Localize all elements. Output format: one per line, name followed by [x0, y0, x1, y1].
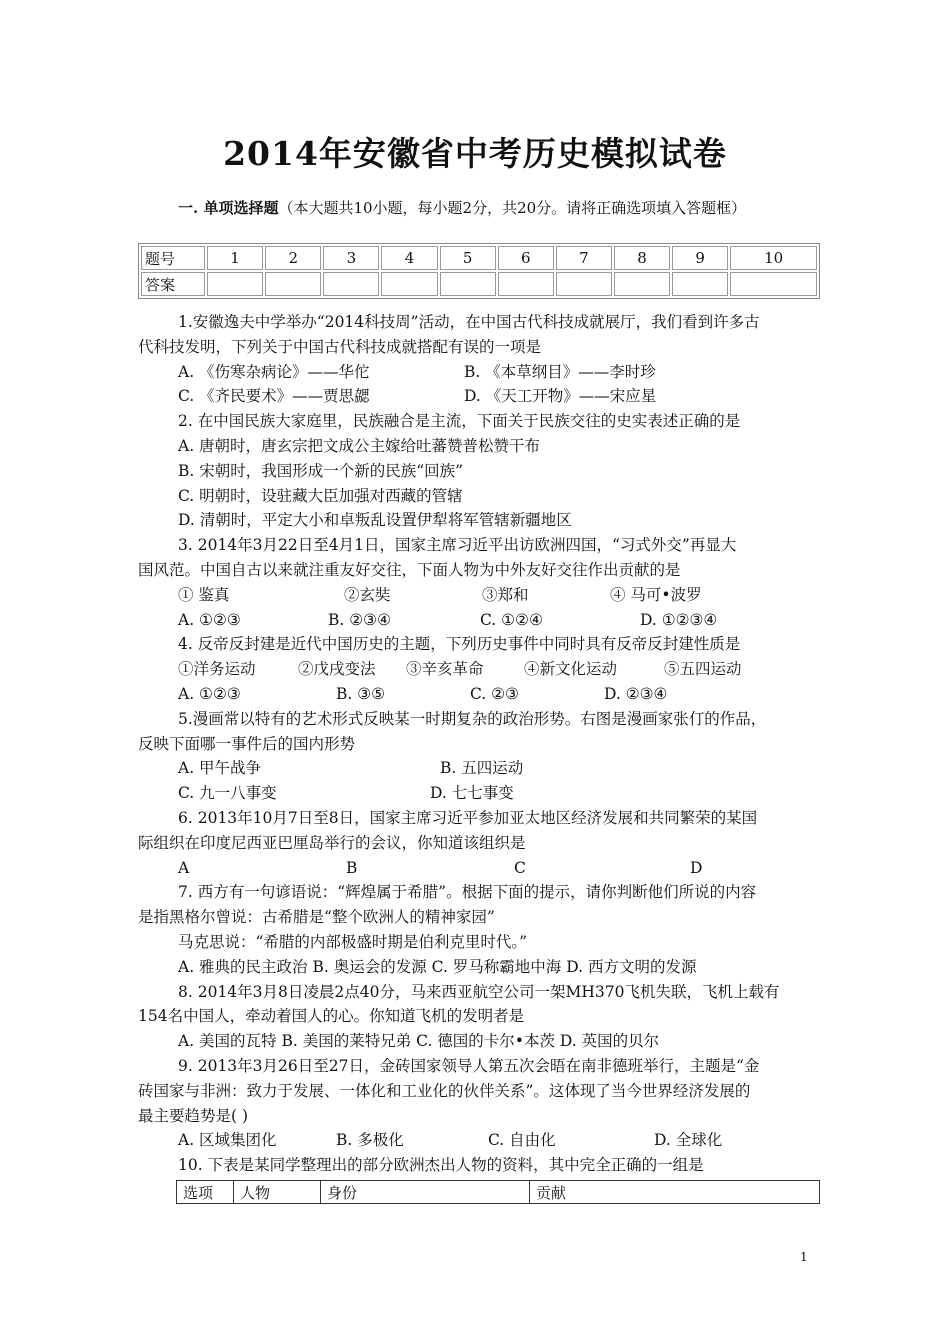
section-heading: [178, 197, 746, 218]
q1-options-cd: [138, 384, 838, 409]
q7-stem-line2: 是指黑格尔曾说：古希腊是“整个欧洲人的精神家园”: [138, 908, 495, 927]
q6-option-d: D: [690, 858, 703, 877]
q6-stem-line1: 6. 2013年10月7日至8日，国家主席习近平参加亚太地区经济发展和共同繁荣的某国: [178, 808, 758, 827]
q8-options: A. 美国的瓦特 B. 美国的莱特兄弟 C. 德国的卡尔•本茨 D. 英国的贝尔: [178, 1032, 660, 1051]
q4-item: ②戊戌变法: [298, 660, 376, 679]
q3-item: ④ 马可•波罗: [610, 585, 702, 604]
q6-option-c: C: [514, 858, 526, 877]
number-cell: 8: [614, 246, 670, 270]
q3-item: ③郑和: [482, 585, 529, 604]
q1-options-ab: [138, 360, 838, 385]
q10-header-person: 人物: [234, 1181, 321, 1204]
q5-option-c: C. 九一八事变: [178, 784, 277, 803]
answer-cell[interactable]: [498, 272, 554, 296]
number-cell: 9: [672, 246, 728, 270]
q3-options: [138, 608, 838, 633]
q1-option-c: C. 《齐民要术》——贾思勰: [178, 387, 370, 406]
q5-option-a: A. 甲午战争: [178, 759, 262, 778]
q6-options: [138, 856, 838, 881]
q6-option-a: A: [178, 858, 190, 877]
q9-option-a: A. 区域集团化: [178, 1131, 277, 1150]
q6-stem-line2: 际组织在印度尼西亚巴厘岛举行的会议，你知道该组织是: [138, 833, 526, 852]
answer-cell[interactable]: [730, 272, 817, 296]
q4-item: ④新文化运动: [524, 660, 618, 679]
number-cell: 7: [556, 246, 612, 270]
page-title: 2014年安徽省中考历史模拟试卷: [223, 134, 727, 173]
q2-option-b: B. 宋朝时，我国形成一个新的民族“回族”: [178, 461, 464, 480]
q1-option-b: B. 《本草纲目》——李时珍: [464, 362, 656, 381]
section-note: （本大题共10小题，每小题2分，共20分。请将正确选项填入答题框）: [278, 199, 747, 217]
q7-stem-line1: 7. 西方有一句谚语说：“辉煌属于希腊”。根据下面的提示，请你判断他们所说的内容: [178, 883, 757, 902]
number-cell: 4: [381, 246, 437, 270]
q4-item: ③辛亥革命: [406, 660, 484, 679]
q4-stem: 4. 反帝反封建是近代中国历史的主题，下列历史事件中同时具有反帝反封建性质是: [178, 635, 741, 654]
q4-items: [138, 657, 838, 682]
page-number: 1: [800, 1250, 808, 1264]
q7-stem-line3: 马克思说：“希腊的内部极盛时期是伯利克里时代。”: [178, 932, 528, 951]
number-cell: 6: [498, 246, 554, 270]
q5-stem-line1: 5.漫画常以特有的艺术形式反映某一时期复杂的政治形势。右图是漫画家张仃的作品，: [178, 709, 767, 728]
answer-table-number-row: [141, 246, 817, 270]
q9-option-d: D. 全球化: [654, 1131, 723, 1150]
q9-option-b: B. 多极化: [336, 1131, 404, 1150]
number-cell: 2: [265, 246, 321, 270]
q5-options-cd: [138, 781, 838, 806]
q6-option-b: B: [346, 858, 358, 877]
q9-stem-line2: 砖国家与非洲：致力于发展、一体化和工业化的伙伴关系”。这体现了当今世界经济发展的: [138, 1081, 751, 1100]
answer-cell[interactable]: [207, 272, 263, 296]
q2-option-a: A. 唐朝时，唐玄宗把文成公主嫁给吐蕃赞普松赞干布: [178, 436, 541, 455]
q5-stem-line2: 反映下面哪一事件后的国内形势: [138, 734, 356, 753]
q4-option-a: A. ①②③: [178, 684, 241, 703]
answer-cell[interactable]: [381, 272, 437, 296]
number-cell: 10: [730, 246, 817, 270]
number-cell: 1: [207, 246, 263, 270]
answer-cell[interactable]: [265, 272, 321, 296]
q3-option-c: C. ①②④: [480, 610, 543, 629]
q8-stem-line2: 154名中国人，牵动着国人的心。你知道飞机的发明者是: [138, 1007, 525, 1026]
q3-option-a: A. ①②③: [178, 610, 241, 629]
answer-table: [138, 243, 820, 299]
answer-cell[interactable]: [672, 272, 728, 296]
section-title: 一. 单项选择题: [178, 199, 279, 217]
q3-option-b: B. ②③④: [328, 610, 391, 629]
answer-cell[interactable]: [556, 272, 612, 296]
q10-header-contribution: 贡献: [530, 1181, 820, 1204]
q9-stem-line3: 最主要趋势是( ): [138, 1106, 249, 1125]
q4-item: ⑤五四运动: [664, 660, 742, 679]
q10-header-identity: 身份: [321, 1181, 530, 1204]
answer-cell[interactable]: [614, 272, 670, 296]
q1-stem-line2: 代科技发明，下列关于中国古代科技成就搭配有误的一项是: [138, 337, 542, 356]
q10-table: [176, 1180, 820, 1204]
answer-cell[interactable]: [440, 272, 496, 296]
q3-items: [138, 583, 838, 608]
q3-item: ① 鉴真: [178, 585, 230, 604]
q3-item: ②玄奘: [344, 585, 391, 604]
q4-options: [138, 682, 838, 707]
questions-body: [138, 310, 838, 1178]
row-label-number: 题号: [141, 246, 205, 270]
q2-option-c: C. 明朝时，设驻藏大臣加强对西藏的管辖: [178, 486, 463, 505]
q3-stem-line1: 3. 2014年3月22日至4月1日，国家主席习近平出访欧洲四国，“习式外交”再显大: [178, 536, 737, 555]
q4-item: ①洋务运动: [178, 660, 256, 679]
q7-options: A. 雅典的民主政治 B. 奥运会的发源 C. 罗马称霸地中海 D. 西方文明的发源: [178, 957, 697, 976]
q5-options-ab: [138, 756, 838, 781]
q4-option-b: B. ③⑤: [336, 684, 386, 703]
q1-option-a: A. 《伤寒杂病论》——华佗: [178, 362, 370, 381]
q10-table-header-row: [177, 1181, 820, 1204]
q4-option-d: D. ②③④: [604, 684, 668, 703]
q5-option-d: D. 七七事变: [430, 784, 514, 803]
q2-stem: 2. 在中国民族大家庭里，民族融合是主流，下面关于民族交往的史实表述正确的是: [178, 412, 741, 431]
number-cell: 5: [440, 246, 496, 270]
q2-option-d: D. 清朝时，平定大小和卓叛乱设置伊犁将军管辖新疆地区: [178, 511, 572, 530]
number-cell: 3: [323, 246, 379, 270]
q9-option-c: C. 自由化: [488, 1131, 556, 1150]
q10-header-option: 选项: [177, 1181, 234, 1204]
q9-stem-line1: 9. 2013年3月26日至27日，金砖国家领导人第五次会晤在南非德班举行，主题是“金: [178, 1056, 760, 1075]
q3-option-d: D. ①②③④: [640, 610, 718, 629]
q10-stem: 10. 下表是某同学整理出的部分欧洲杰出人物的资料，其中完全正确的一组是: [178, 1156, 704, 1175]
answer-table-answer-row: [141, 272, 817, 296]
q8-stem-line1: 8. 2014年3月8日凌晨2点40分，马来西亚航空公司一架MH370飞机失联，飞机上载有: [178, 982, 780, 1001]
answer-cell[interactable]: [323, 272, 379, 296]
q1-stem-line1: 1.安徽逸夫中学举办“2014科技周”活动，在中国古代科技成就展厅，我们看到许多古: [178, 313, 760, 331]
q3-stem-line2: 国风范。中国自古以来就注重友好交往，下面人物为中外友好交往作出贡献的是: [138, 560, 681, 579]
q1-option-d: D. 《天工开物》——宋应星: [464, 387, 657, 406]
q9-options: [138, 1128, 838, 1153]
q4-option-c: C. ②③: [470, 684, 519, 703]
q5-option-b: B. 五四运动: [440, 759, 524, 778]
row-label-answer: 答案: [141, 272, 205, 296]
